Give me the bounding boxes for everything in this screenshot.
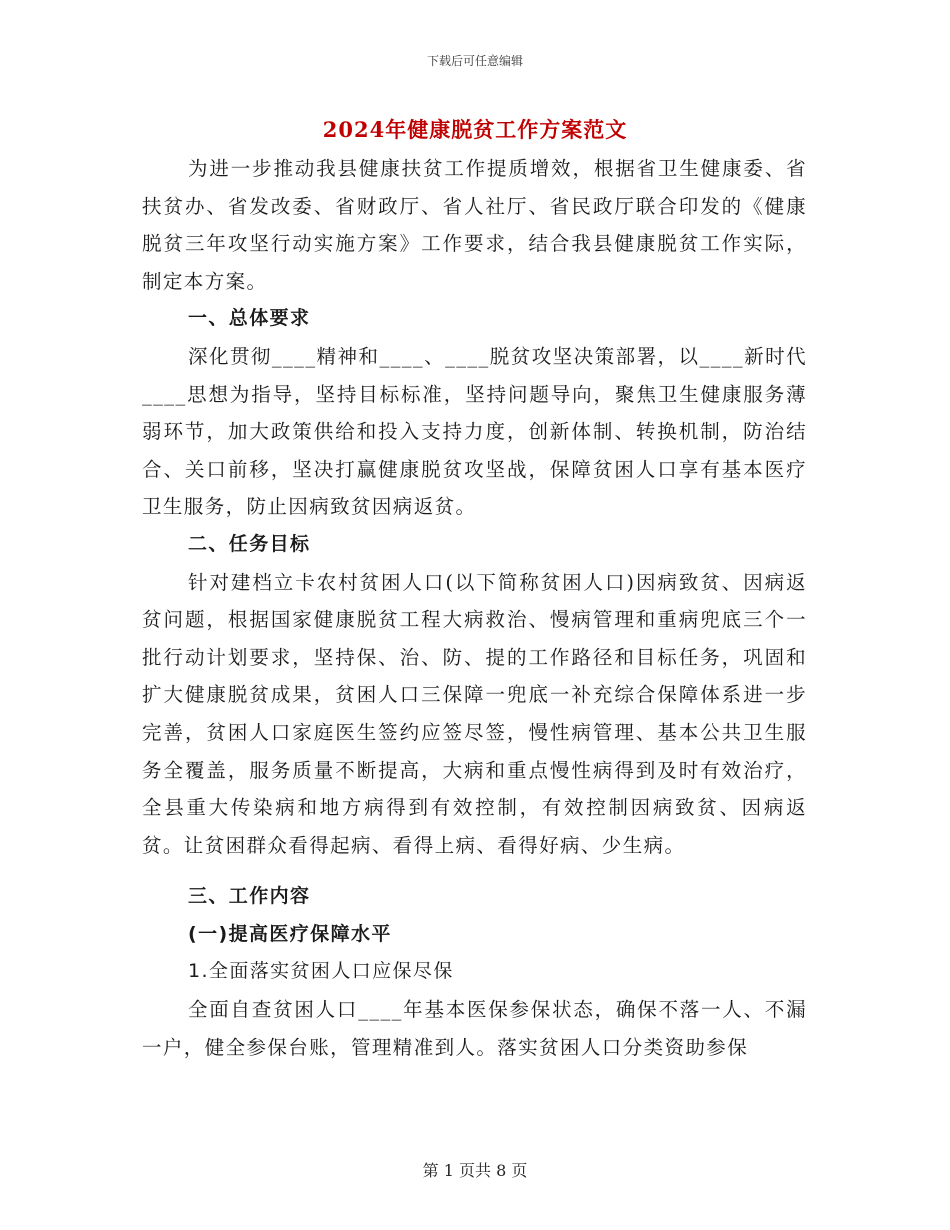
intro-paragraph: 为进一步推动我县健康扶贫工作提质增效，根据省卫生健康委、省扶贫办、省发改委、省财政厅、省人社厅、省民政厅联合印发的《健康脱贫三年攻坚行动实施方案》工作要求，结合我县健康脱贫工作实际，制定本方案。 [142, 157, 807, 293]
page-number-footer: 第 1 页共 8 页 [422, 1161, 528, 1180]
item-paragraph-full-coverage: 全面自查贫困人口____年基本医保参保状态，确保不落一人、不漏一户，健全参保台账，管理精准到人。落实贫困人口分类资助参保 [142, 998, 807, 1059]
document-title: 2024年健康脱贫工作方案范文 [322, 117, 628, 142]
section-heading-task-goals: 二、任务目标 [188, 532, 311, 555]
section-paragraph-task-goals: 针对建档立卡农村贫困人口(以下简称贫困人口)因病致贫、因病返贫问题，根据国家健康脱贫工程大病救治、慢病管理和重病兜底三个一批行动计划要求，坚持保、治、防、提的工作路径和目标任务，巩固和扩大健康脱贫成果，贫困人口三保障一兜底一补充综合保障体系进一步完善，贫困人口家庭医生签约应签尽签，慢性病管理、基本公共卫生服务全覆盖，服务质量不断提高，大病和重点慢性病得到及时有效治疗，全县重大传染病和地方病得到有效控制，有效控制因病致贫、因病返贫。让贫困群众看得起病、看得上病、看得好病、少生病。 [142, 570, 807, 857]
item-heading-full-coverage: 1.全面落实贫困人口应保尽保 [188, 960, 454, 983]
document-body [142, 150, 807, 1066]
subsection-heading-medical-security: (一)提高医疗保障水平 [188, 922, 392, 945]
section-heading-work-content: 三、工作内容 [188, 885, 311, 908]
section-paragraph-general-requirements: 深化贯彻____精神和____、____脱贫攻坚决策部署，以____新时代____思想为指导，坚持目标标准，坚持问题导向，聚焦卫生健康服务薄弱环节，加大政策供给和投入支持力度，创新体制、转换机制，防治结合、关口前移，坚决打赢健康脱贫攻坚战，保障贫困人口享有基本医疗卫生服务，防止因病致贫因病返贫。 [142, 344, 807, 519]
header-note: 下载后可任意编辑 [426, 54, 523, 68]
section-heading-general-requirements: 一、总体要求 [188, 307, 311, 330]
